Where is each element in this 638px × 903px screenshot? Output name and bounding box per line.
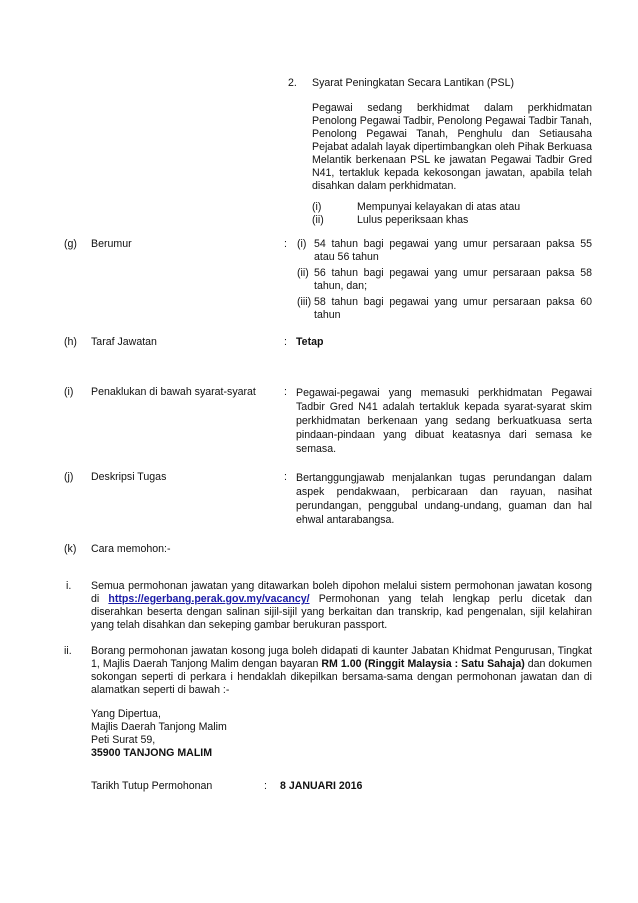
row-label-i: (i) [64,386,74,398]
apply-text-after: Permohonan yang telah lengkap perlu dicetak dan diserahkan beserta dengan salinan sijil-sijil yang berkaitan dan transkrip, kad pengenalan, sijil kelahiran yang telah disahkan dan sekeping gambar berukuran passport. [91,593,592,631]
psl-number: 2. [288,77,297,89]
apply-item-num: i. [66,580,72,592]
colon: : [264,780,267,792]
psl-item-text: Mempunyai kelayakan di atas atau [357,201,521,213]
apply-text-after: dan dokumen sokongan seperti di perkara i hendaklah dikepilkan bersama-sama dengan permohonan jawatan dan di alamatkan seperti di bawah :- [91,658,592,696]
address-line: Majlis Daerah Tanjong Malim [91,721,227,733]
psl-paragraph: Pegawai sedang berkhidmat dalam perkhidmatan Penolong Pegawai Tadbir, Penolong Pegawai Tadbir Tanah, Penolong Pegawai Tanah, Penghulu dan Setiausaha Pejabat adalah layak dipertimbangkan oleh Pihak Berkuasa Melantik berkenaan PSL ke jawatan Pegawai Tadbir Gred N41, tertakluk kepada kekosongan jawatan, apabila telah disahkan dalam perkhidmatan. [312,102,592,192]
apply-item-num: ii. [64,645,72,657]
age-list [297,238,592,322]
fee-text: RM 1.00 (Ringgit Malaysia : Satu Sahaja) [321,658,525,670]
colon: : [284,471,287,483]
field-cara-memohon: Cara memohon:- [91,543,171,555]
row-label-k: (k) [64,543,77,555]
closing-date-label: Tarikh Tutup Permohonan [91,780,213,792]
address-line: Peti Surat 59, [91,734,156,746]
address-block [91,708,227,760]
psl-item-num: (ii) [312,214,324,226]
age-item-num: (ii) [297,267,309,279]
psl-item-text: Lulus peperiksaan khas [357,214,469,226]
psl-title: Syarat Peningkatan Secara Lantikan (PSL) [312,77,514,89]
closing-date-value: 8 JANUARI 2016 [280,780,363,792]
age-item-text: 54 tahun bagi pegawai yang umur persaraan paksa 55 atau 56 tahun [314,238,592,263]
row-label-h: (h) [64,336,77,348]
age-item-num: (i) [297,238,307,250]
colon: : [284,238,287,250]
penaklukan-value: Pegawai-pegawai yang memasuki perkhidmatan Pegawai Tadbir Gred N41 adalah tertakluk kepada syarat-syarat skim perkhidmatan berkenaan yang sedang berkuatkuasa serta pindaan-pindaan yang dibuat keatasnya dari semasa ke semasa. [296,387,592,455]
deskripsi-tugas-value: Bertanggungjawab menjalankan tugas perundangan dalam aspek pendakwaan, perbicaraan dan rayuan, nasihat perundangan, penggubal undang-undang, guaman dan hal ehwal antarabangsa. [296,472,592,526]
apply-text-before: Semua permohonan jawatan yang ditawarkan boleh dipohon melalui sistem permohonan jawatan kosong di [91,580,592,605]
row-label-j: (j) [64,471,74,483]
field-taraf-jawatan: Taraf Jawatan [91,336,157,348]
age-item [297,267,592,293]
age-item [297,296,592,322]
apply-item-text [91,645,592,697]
address-line: Yang Dipertua, [91,708,161,720]
field-deskripsi-tugas: Deskripsi Tugas [91,471,167,483]
age-item-text: 58 tahun bagi pegawai yang umur persaraan paksa 60 tahun [314,296,592,321]
apply-text-before: Borang permohonan jawatan kosong juga boleh didapati di kaunter Jabatan Khidmat Pengurusan, Tingkat 1, Majlis Daerah Tanjong Malim dengan bayaran [91,645,592,670]
taraf-jawatan-value: Tetap [296,336,324,348]
age-item-text: 56 tahun bagi pegawai yang umur persaraan paksa 58 tahun, dan; [314,267,592,292]
age-item-num: (iii) [297,296,312,308]
field-berumur: Berumur [91,238,132,250]
colon: : [284,336,287,348]
psl-item-num: (i) [312,201,322,213]
age-item [297,238,592,264]
row-label-g: (g) [64,238,77,250]
colon: : [284,386,287,398]
address-line: 35900 TANJONG MALIM [91,747,213,759]
apply-item-text [91,580,592,632]
vacancy-link[interactable]: https://egerbang.perak.gov.my/vacancy/ [108,593,310,605]
field-penaklukan: Penaklukan di bawah syarat-syarat [91,386,256,398]
